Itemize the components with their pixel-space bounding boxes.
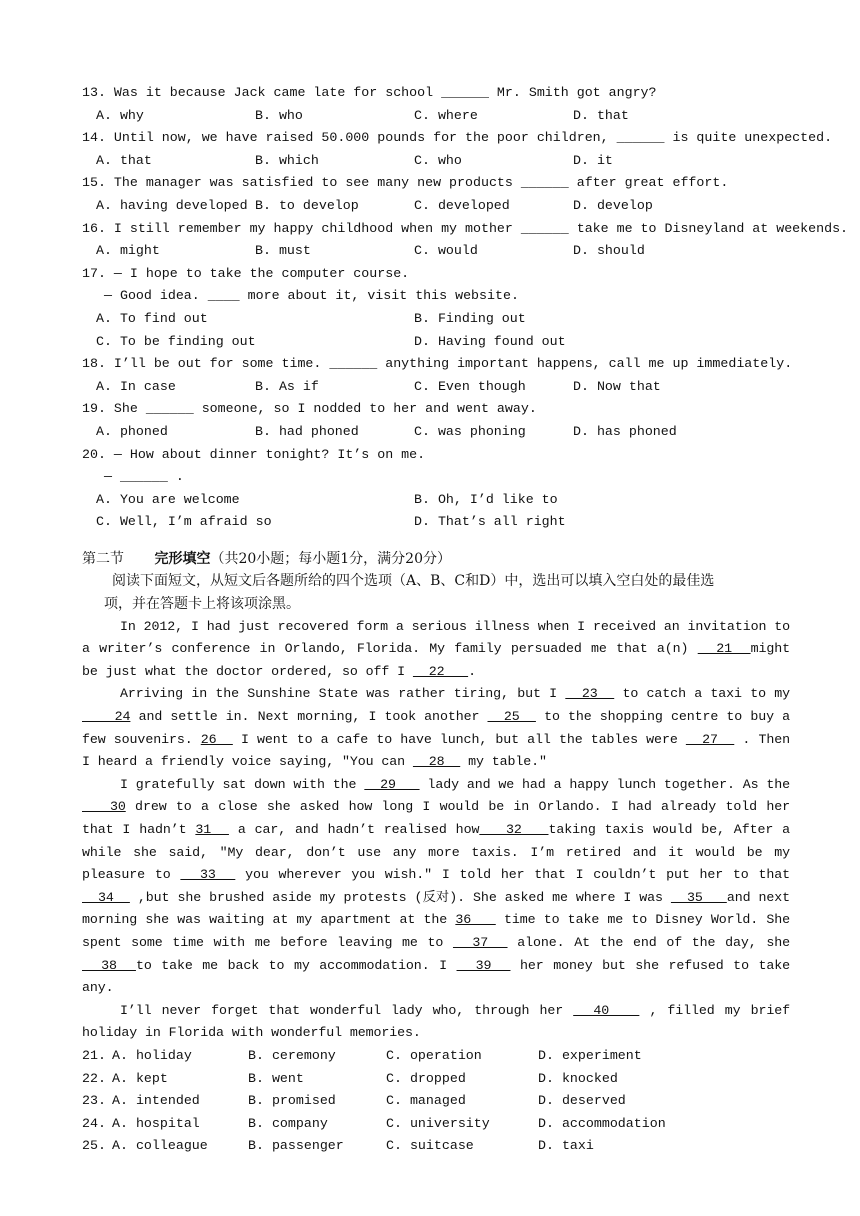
blank-number[interactable]: 25	[487, 709, 536, 725]
passage-paragraph-1	[82, 616, 790, 684]
passage-text: , filled my brief holiday in Florida with wonderful memories.	[82, 1002, 790, 1041]
answer-option[interactable]: C. was phoning	[414, 423, 526, 439]
option-row	[82, 150, 790, 173]
answer-choice[interactable]: D. knocked	[538, 1070, 618, 1086]
answer-row	[82, 1135, 790, 1158]
passage-text: and settle in. Next morning, I took another	[130, 709, 488, 725]
question-stem: 20. — How about dinner tonight? It’s on me.	[82, 446, 426, 462]
blank-number[interactable]: 36	[455, 912, 496, 928]
blank-number[interactable]: 37	[452, 934, 508, 950]
option-row	[82, 511, 790, 534]
blank-number[interactable]: 27	[685, 731, 735, 747]
blank-number[interactable]: 31	[195, 822, 229, 837]
answer-option[interactable]: C. who	[414, 152, 462, 168]
answer-choice[interactable]: A. holiday	[112, 1047, 192, 1063]
passage-text: her money but she refused to take any.	[82, 957, 791, 996]
section-heading	[82, 548, 790, 571]
section-label: 第二节	[82, 550, 124, 567]
blank-number[interactable]: 29	[364, 776, 420, 792]
blank-number[interactable]: 40	[573, 1002, 640, 1018]
answer-row	[82, 1045, 790, 1068]
answer-option[interactable]: D. That’s all right	[414, 514, 566, 530]
instruction-line-2: 项，并在答题卡上将该项涂黑。	[104, 596, 300, 613]
answer-options	[82, 1045, 790, 1158]
blank-number[interactable]: 32	[479, 822, 549, 837]
answer-choice[interactable]: B. company	[248, 1115, 328, 1131]
passage-text: time to take me to Disney World. She spent some time with me before leaving me to	[82, 912, 790, 950]
answer-choice[interactable]: A. intended	[112, 1093, 200, 1109]
blank-number[interactable]: 21	[697, 641, 751, 657]
question-stem-reply: — ______ .	[104, 469, 184, 485]
section-score: （共20小题；每小题1分，满分20分）	[210, 550, 451, 567]
answer-number: 21.	[82, 1047, 106, 1063]
answer-choice[interactable]: B. promised	[248, 1093, 336, 1109]
answer-option[interactable]: A. You are welcome	[96, 491, 240, 507]
answer-option[interactable]: D. has phoned	[573, 423, 677, 439]
exam-page	[82, 82, 849, 1158]
passage-text: In 2012, I had just recovered form a serious illness when I received an invitation to a writer’s conference in Orlando, Florida. My family persuaded me that a(n)	[82, 618, 790, 657]
option-row	[82, 331, 790, 354]
blank-number[interactable]: 30	[82, 799, 126, 815]
answer-choice[interactable]: B. went	[248, 1070, 304, 1086]
option-row	[82, 308, 790, 331]
answer-choice[interactable]: C. operation	[386, 1047, 482, 1063]
blank-number[interactable]: 26	[200, 731, 233, 747]
question-stem: 17. — I hope to take the computer course.	[82, 265, 410, 281]
blank-number[interactable]: 24	[82, 709, 131, 725]
passage-text: to catch a taxi to my	[614, 686, 790, 702]
answer-row	[82, 1068, 790, 1091]
option-row	[82, 240, 790, 263]
passage-text: might be just what the doctor ordered, so off I	[82, 641, 791, 679]
passage-text: taking taxis would be, After a while she said, "My dear, don’t use any more taxis. I’m retired and it would be my pleasure to	[82, 822, 790, 883]
passage-text: to the shopping centre to buy a few souvenirs.	[82, 709, 791, 747]
answer-choice[interactable]: D. accommodation	[538, 1115, 666, 1131]
answer-option[interactable]: A. phoned	[96, 423, 168, 439]
answer-option[interactable]: B. As if	[255, 378, 319, 394]
answer-number: 22.	[82, 1070, 106, 1086]
question-stem: 14. Until now, we have raised 50.000 pounds for the poor children, ______ is quite unexpected.	[82, 130, 833, 146]
passage-text: .	[468, 663, 476, 679]
answer-number: 23.	[82, 1093, 106, 1109]
blank-number[interactable]: 23	[565, 686, 615, 702]
answer-option[interactable]: D. it	[573, 152, 613, 168]
option-row	[82, 489, 790, 512]
question-list	[82, 82, 849, 534]
section-instruction	[82, 570, 790, 615]
question-stem: 13. Was it because Jack came late for school ______ Mr. Smith got angry?	[82, 85, 657, 100]
blank-number[interactable]: 38	[82, 957, 136, 973]
blank-number[interactable]: 22	[412, 663, 469, 679]
answer-choice[interactable]: C. suitcase	[386, 1138, 474, 1154]
passage-text: I’ll never forget that wonderful lady who, through her	[120, 1002, 574, 1018]
option-row	[82, 105, 790, 128]
passage-text: Arriving in the Sunshine State was rather tiring, but I	[120, 686, 566, 702]
answer-option[interactable]: B. to develop	[255, 197, 359, 213]
answer-number: 25.	[82, 1138, 106, 1154]
answer-option[interactable]: A. In case	[96, 378, 176, 394]
answer-option[interactable]: C. would	[414, 243, 478, 259]
answer-option[interactable]: A. having developed	[96, 197, 248, 213]
blank-number[interactable]: 39	[456, 957, 511, 973]
instruction-line-1: 阅读下面短文，从短文后各题所给的四个选项（A、B、C和D）中，选出可以填入空白处的最佳选	[112, 573, 715, 590]
answer-row	[82, 1090, 790, 1113]
passage-text: lady and we had a happy lunch together. As the	[419, 776, 791, 792]
passage-text: my table."	[460, 754, 547, 770]
question-stem: 19. She ______ someone, so I nodded to her and went away.	[82, 401, 537, 417]
passage-text: and next morning she was waiting at my apartment at the	[82, 889, 790, 928]
answer-option[interactable]: B. Oh, I’d like to	[414, 491, 558, 507]
passage-paragraph-3	[82, 774, 790, 1000]
answer-choice[interactable]: A. colleague	[112, 1138, 208, 1154]
answer-option[interactable]: C. Well, I’m afraid so	[96, 514, 272, 530]
blank-number[interactable]: 35	[670, 889, 727, 905]
answer-option[interactable]: D. that	[573, 107, 629, 123]
answer-row	[82, 1113, 790, 1136]
section-title: 完形填空	[154, 550, 211, 567]
answer-option[interactable]: B. had phoned	[255, 423, 359, 439]
answer-option[interactable]: B. which	[255, 152, 319, 168]
answer-choice[interactable]: A. kept	[112, 1070, 168, 1086]
answer-option[interactable]: A. To find out	[96, 310, 208, 326]
answer-option[interactable]: C. Even though	[414, 378, 526, 394]
answer-choice[interactable]: D. taxi	[538, 1138, 594, 1154]
answer-option[interactable]: C. developed	[414, 197, 510, 213]
answer-option[interactable]: B. who	[255, 107, 303, 123]
answer-option[interactable]: D. should	[573, 243, 645, 259]
answer-choice[interactable]: A. hospital	[112, 1115, 200, 1131]
passage-text: alone. At the end of the day, she	[507, 934, 790, 950]
option-row	[82, 421, 790, 444]
passage-text: a car, and hadn’t realised how	[228, 822, 480, 837]
passage-paragraph-4	[82, 1000, 790, 1045]
answer-choice[interactable]: C. university	[386, 1115, 490, 1131]
answer-choice[interactable]: D. deserved	[538, 1093, 626, 1109]
answer-choice[interactable]: B. ceremony	[248, 1047, 336, 1063]
passage-text: I gratefully sat down with the	[120, 776, 365, 792]
blank-number[interactable]: 33	[180, 867, 236, 883]
question-stem: 18. I’ll be out for some time. ______ anything important happens, call me up immediately.	[82, 356, 793, 372]
answer-choice[interactable]: B. passenger	[248, 1138, 344, 1154]
blank-number[interactable]: 34	[82, 889, 130, 905]
passage-text: you wherever you wish." I told her that I couldn’t put her to that	[235, 867, 790, 883]
answer-option[interactable]: C. where	[414, 107, 478, 123]
answer-option[interactable]: D. Now that	[573, 378, 661, 394]
answer-option[interactable]: A. why	[96, 107, 144, 123]
passage-text: . Then I heard a friendly voice saying, "You can	[82, 731, 790, 770]
answer-option[interactable]: A. that	[96, 152, 152, 168]
answer-number: 24.	[82, 1115, 106, 1131]
question-stem: 16. I still remember my happy childhood when my mother ______ take me to Disneyland at weekends.	[82, 220, 849, 236]
option-row	[82, 195, 790, 218]
answer-option[interactable]: B. must	[255, 243, 311, 259]
passage-text: drew to a close she asked how long I would be in Orlando. I had already told her that I hadn’t	[82, 799, 790, 837]
question-stem-reply: — Good idea. ____ more about it, visit this website.	[104, 288, 519, 304]
passage-text: ,but she brushed aside my protests (反对). She asked me where I was	[129, 889, 671, 905]
answer-choice[interactable]: C. managed	[386, 1093, 466, 1109]
option-row	[82, 376, 790, 399]
blank-number[interactable]: 28	[412, 754, 461, 770]
answer-option[interactable]: D. develop	[573, 197, 653, 213]
passage-text: I went to a cafe to have lunch, but all the tables were	[232, 731, 686, 747]
question-stem: 15. The manager was satisfied to see many new products ______ after great effort.	[82, 175, 729, 191]
answer-choice[interactable]: C. dropped	[386, 1070, 466, 1086]
answer-option[interactable]: D. Having found out	[414, 333, 566, 349]
answer-choice[interactable]: D. experiment	[538, 1047, 642, 1063]
passage-paragraph-2	[82, 683, 790, 773]
answer-option[interactable]: B. Finding out	[414, 310, 526, 326]
answer-option[interactable]: A. might	[96, 243, 160, 259]
answer-option[interactable]: C. To be finding out	[96, 333, 256, 349]
passage-text: to take me back to my accommodation. I	[135, 957, 457, 973]
